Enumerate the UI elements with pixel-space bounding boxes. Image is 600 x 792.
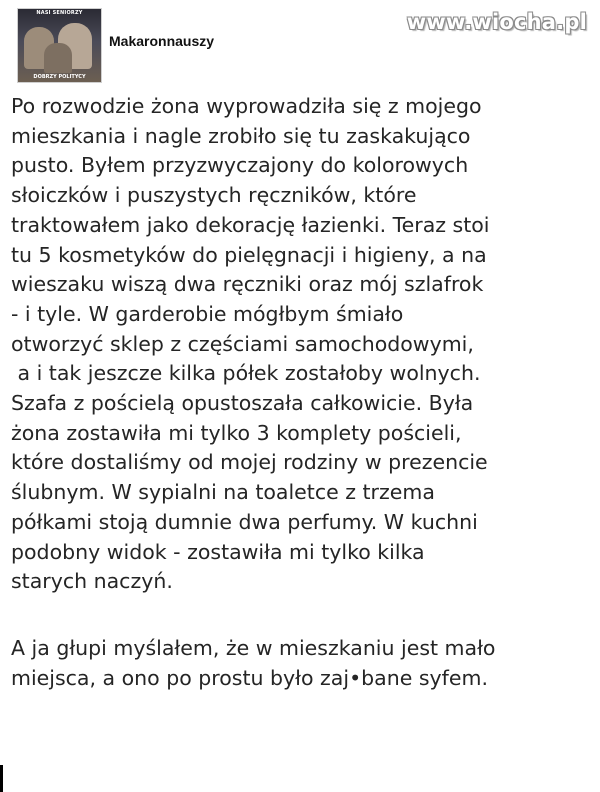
paragraph-spacer <box>11 597 596 634</box>
site-watermark: www.wiocha.pl <box>406 10 587 34</box>
text-line: żona zostawiła mi tylko 3 komplety pościeli, <box>11 420 462 445</box>
avatar-figure-center <box>44 43 72 73</box>
text-line: a i tak jeszcze kilka półek zostałoby wolnych. <box>11 361 481 386</box>
edge-mark <box>0 765 3 792</box>
text-line: Po rozwodzie żona wyprowadziła się z mojego <box>11 94 482 118</box>
text-line: półkami stoją dumnie dwa perfumy. W kuchni <box>11 509 478 534</box>
text-line: mieszkania i nagle zrobiło się tu zaskakująco <box>11 123 471 148</box>
text-line: miejsca, a ono po prostu było zaj•bane syfem. <box>11 665 488 690</box>
text-line: pusto. Byłem przyzwyczajony do kolorowych <box>11 153 469 178</box>
paragraph-2 <box>11 634 596 693</box>
text-line: - i tyle. W garderobie mógłbym śmiało <box>11 301 404 326</box>
text-line: ślubnym. W sypialni na toaletce z trzema <box>11 480 435 505</box>
avatar-caption-bottom: DOBRZY POLITYCY <box>33 74 86 80</box>
paragraph-1 <box>11 92 596 597</box>
post-body <box>11 92 596 693</box>
avatar-caption-top: NASI SENIORZY <box>36 10 83 16</box>
text-line: podobny widok - zostawiła mi tylko kilka <box>11 539 425 564</box>
text-line: Szafa z pościelą opustoszała całkowicie. Była <box>11 391 474 416</box>
post-header <box>0 0 600 90</box>
text-line: traktowałem jako dekorację łazienki. Teraz stoi <box>11 212 490 237</box>
text-line: A ja głupi myślałem, że w mieszkaniu jest mało <box>11 635 496 660</box>
username-link[interactable]: Makaronnauszy <box>109 33 215 49</box>
text-line: otworzyć sklep z częściami samochodowymi, <box>11 331 474 356</box>
text-line: tu 5 kosmetyków do pielęgnacji i higieny, a na <box>11 242 487 267</box>
text-line: które dostaliśmy od mojej rodziny w prezencie <box>11 450 488 475</box>
text-line: słoiczków i puszystych ręczników, które <box>11 183 417 208</box>
text-line: wieszaku wiszą dwa ręczniki oraz mój szlafrok <box>11 272 484 297</box>
text-line: starych naczyń. <box>11 569 173 594</box>
avatar[interactable] <box>17 8 102 83</box>
